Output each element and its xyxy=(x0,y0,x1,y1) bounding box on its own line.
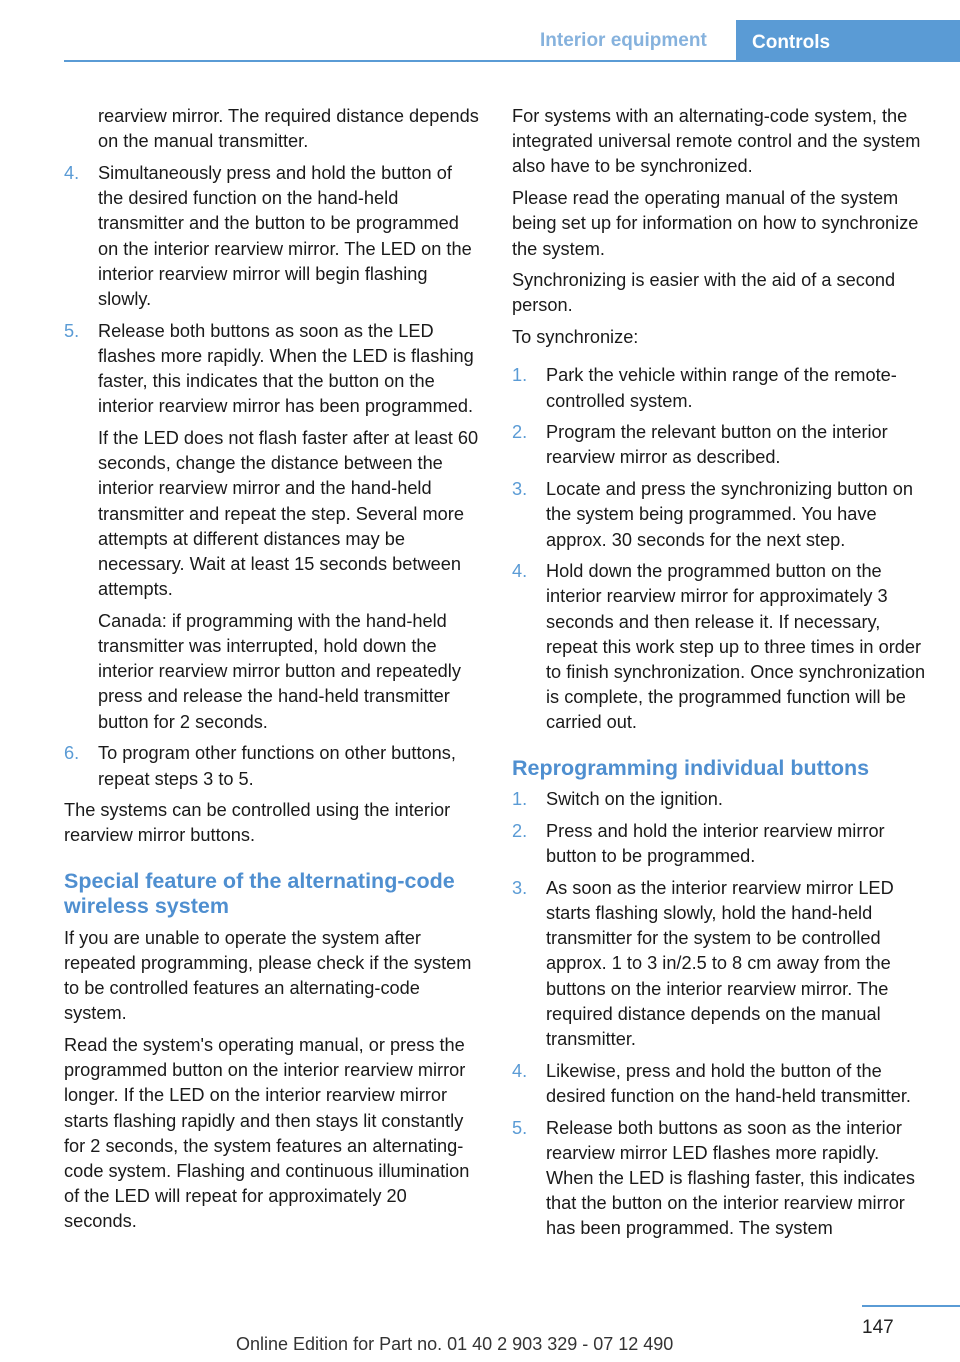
list-item xyxy=(512,876,928,1052)
list-item xyxy=(512,363,928,413)
list-item xyxy=(512,420,928,470)
step-number: 2. xyxy=(512,422,528,443)
edition-note: Online Edition for Part no. 01 40 2 903 329 - 07 12 490 xyxy=(236,1334,674,1354)
left-column xyxy=(64,104,480,1241)
right-column xyxy=(512,104,928,1248)
reprogram-steps-list xyxy=(512,787,928,1241)
step-number: 3. xyxy=(512,479,528,500)
step-number: 1. xyxy=(512,365,528,386)
step-number: 6. xyxy=(64,743,80,764)
step-text: Release both buttons as soon as the interior rearview mirror LED flashes more rapidly. When the LED is flashing faster, this indicates that the button on the interior rearview mirror has been programmed. The system xyxy=(546,1117,915,1239)
section-title: Interior equipment xyxy=(540,30,707,51)
step-text: Simultaneously press and hold the button of the desired function on the hand-held transmitter and the button to be programmed on the interior rearview mirror. The LED on the interior rearview mirror will begin flashing slowly. xyxy=(98,162,472,309)
step-text: Likewise, press and hold the button of the desired function on the hand-held transmitter. xyxy=(546,1060,911,1106)
list-item xyxy=(512,787,928,812)
step-number: 1. xyxy=(512,789,528,810)
sync-steps-list xyxy=(512,363,928,735)
page-header xyxy=(0,0,960,64)
step-number: 4. xyxy=(512,1060,528,1081)
step-text: Press and hold the interior rearview mirror button to be programmed. xyxy=(546,820,885,867)
paragraph: Please read the operating manual of the system being set up for information on how to synchronize the system. xyxy=(512,188,919,259)
paragraph: If you are unable to operate the system after repeated programming, please check if the system to be controlled features an alternating-code system. xyxy=(64,927,472,1024)
continued-step-text: rearview mirror. The required distance depends on the manual transmitter. xyxy=(98,106,479,152)
step-number: 5. xyxy=(64,320,80,341)
step-number: 4. xyxy=(512,561,528,582)
step-note: Canada: if programming with the hand-held transmitter was interrupted, hold down the interior rearview mirror button and repeatedly press and release the hand-held transmitter button for 2 seconds. xyxy=(98,610,461,732)
step-text: As soon as the interior rearview mirror LED starts flashing slowly, hold the hand-held transmitter for the system to be controlled approx. 1 to 3 in/2.5 to 8 cm away from the buttons on the interior rearview mirror. The required distance depends on the manual transmitter. xyxy=(546,877,894,1049)
step-number: 4. xyxy=(64,162,80,183)
list-item xyxy=(64,161,480,312)
section-heading: Special feature of the alternating-code wireless system xyxy=(64,868,455,919)
step-text: Switch on the ignition. xyxy=(546,789,723,810)
list-item xyxy=(512,819,928,869)
list-item xyxy=(512,1059,928,1109)
step-text: Program the relevant button on the interior rearview mirror as described. xyxy=(546,422,888,468)
list-item xyxy=(64,319,480,735)
paragraph: Synchronizing is easier with the aid of a second person. xyxy=(512,270,896,316)
step-text: To program other functions on other buttons, repeat steps 3 to 5. xyxy=(98,743,456,789)
step-text: Hold down the programmed button on the interior rearview mirror for approximately 3 seconds and then release it. If necessary, repeat this work step up to three times in order to finish synchronization. Once synchronization is complete, the programmed function will be carried out. xyxy=(546,561,926,733)
section-heading: Reprogramming individual buttons xyxy=(512,755,870,780)
list-item xyxy=(512,1116,928,1242)
step-text: Locate and press the synchronizing button on the system being programmed. You have approx. 30 seconds for the next step. xyxy=(546,479,914,550)
list-item xyxy=(64,741,480,791)
step-number: 2. xyxy=(512,820,528,841)
header-divider xyxy=(64,60,960,62)
list-item xyxy=(512,477,928,553)
paragraph: The systems can be controlled using the interior rearview mirror buttons. xyxy=(64,800,451,846)
step-note: If the LED does not flash faster after at least 60 seconds, change the distance between the interior rearview mirror and the hand-held transmitter and repeat the step. Several more attempts at different distances may be necessary. Wait at least 15 seconds between attempts. xyxy=(98,427,479,600)
step-text: Park the vehicle within range of the remote-controlled system. xyxy=(546,365,897,411)
step-number: 5. xyxy=(512,1117,528,1138)
paragraph: For systems with an alternating-code system, the integrated universal remote control and the system also have to be synchronized. xyxy=(512,106,921,177)
chapter-tab: Controls xyxy=(736,20,960,62)
step-text: Release both buttons as soon as the LED flashes more rapidly. When the LED is flashing faster, this indicates that the button on the interior rearview mirror has been programmed. xyxy=(98,320,474,417)
step-number: 3. xyxy=(512,877,528,898)
page-number: 147 xyxy=(862,1317,894,1338)
list-item xyxy=(512,559,928,735)
paragraph: To synchronize: xyxy=(512,327,639,348)
paragraph: Read the system's operating manual, or press the programmed button on the interior rearview mirror longer. If the LED on the interior rearview mirror starts flashing rapidly and then stays lit constantly for 2 seconds, the system features an alternating-code system. Flashing and continuous illumination of the LED will repeat for approximately 20 seconds. xyxy=(64,1035,470,1232)
footer-divider xyxy=(862,1305,960,1307)
